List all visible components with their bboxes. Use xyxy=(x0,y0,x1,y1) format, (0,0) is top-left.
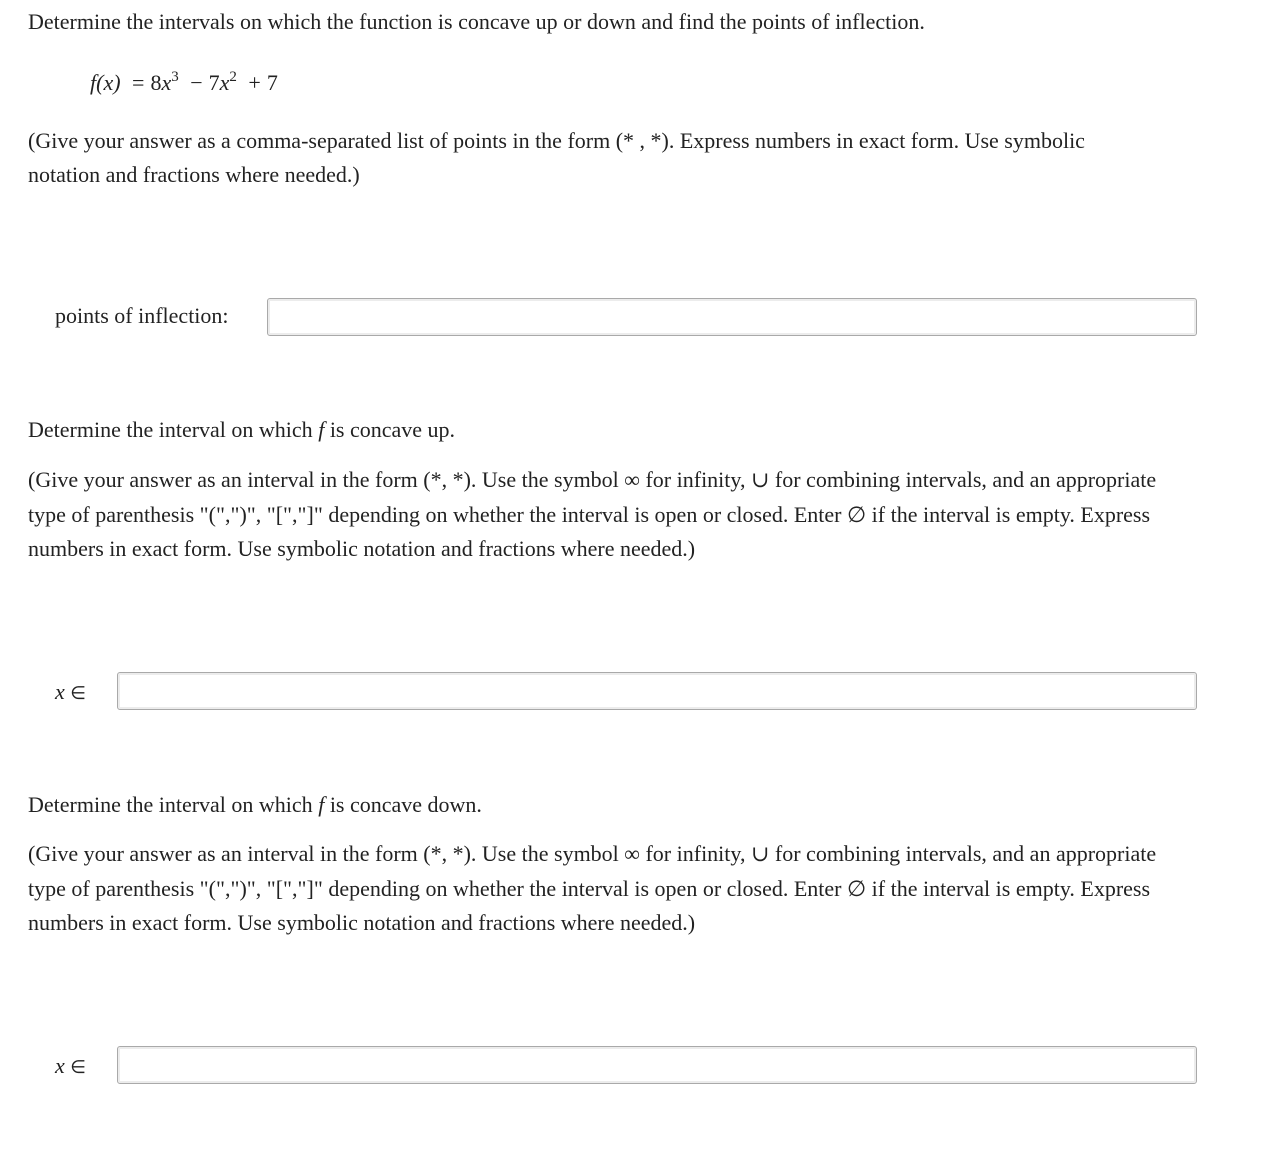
element-of-symbol: ∈ xyxy=(70,1057,86,1078)
function-equation xyxy=(90,66,278,100)
concave-up-label-var: x xyxy=(55,679,65,704)
concave-down-instructions-line1: (Give your answer as an interval in the form (*, *). Use the symbol ∞ for infinity, ∪ for combining intervals, and an appropriate xyxy=(28,841,1157,866)
function-lhs: f(x) xyxy=(90,70,121,95)
concave-up-instructions-line3: numbers in exact form. Use symbolic notation and fractions where needed.) xyxy=(28,536,696,561)
concave-up-input[interactable] xyxy=(117,672,1197,710)
concave-down-input[interactable] xyxy=(117,1046,1197,1084)
concave-down-instructions-line3: numbers in exact form. Use symbolic notation and fractions where needed.) xyxy=(28,910,696,935)
inflection-input[interactable] xyxy=(267,298,1197,336)
term1-exp: 3 xyxy=(171,69,179,85)
concave-up-prompt-pre: Determine the interval on which xyxy=(28,417,319,442)
minus-sign: − xyxy=(190,70,203,95)
concave-down-label xyxy=(55,1051,86,1083)
concave-up-prompt-post: is concave up. xyxy=(324,417,456,442)
inflection-label: points of inflection: xyxy=(55,303,229,328)
element-of-symbol: ∈ xyxy=(70,683,86,704)
concave-down-label-var: x xyxy=(55,1053,65,1078)
term2-var: x xyxy=(219,70,230,95)
points-instructions-line1: (Give your answer as a comma-separated list of points in the form (* , *). Express numbers in exact form. Use symbolic xyxy=(28,128,1085,153)
concave-down-prompt-pre: Determine the interval on which xyxy=(28,792,319,817)
term2-coef: 7 xyxy=(208,70,220,95)
plus-sign: + xyxy=(248,70,261,95)
concave-up-instructions-line1: (Give your answer as an interval in the form (*, *). Use the symbol ∞ for infinity, ∪ for combining intervals, and an appropriate xyxy=(28,467,1157,492)
concave-down-prompt xyxy=(28,788,1263,822)
equals-sign: = xyxy=(132,70,145,95)
concave-down-instructions-line2: type of parenthesis "(",")", "[","]" depending on whether the interval is open or closed. Enter ∅ if the interval is empty. Express xyxy=(28,876,1151,901)
term1-var: x xyxy=(161,70,172,95)
concave-down-prompt-var: f xyxy=(318,792,325,817)
points-instructions-line2: notation and fractions where needed.) xyxy=(28,162,360,187)
concave-down-prompt-post: is concave down. xyxy=(324,792,482,817)
concave-up-prompt-var: f xyxy=(318,417,325,442)
term1-coef: 8 xyxy=(150,70,162,95)
concave-up-prompt xyxy=(28,413,1263,447)
concave-up-instructions-line2: type of parenthesis "(",")", "[","]" depending on whether the interval is open or closed. Enter ∅ if the interval is empty. Express xyxy=(28,502,1151,527)
term2-exp: 2 xyxy=(229,69,237,85)
question-intro: Determine the intervals on which the function is concave up or down and find the points of inflection. xyxy=(28,9,925,34)
concave-up-label xyxy=(55,677,86,709)
term3-const: 7 xyxy=(266,70,278,95)
